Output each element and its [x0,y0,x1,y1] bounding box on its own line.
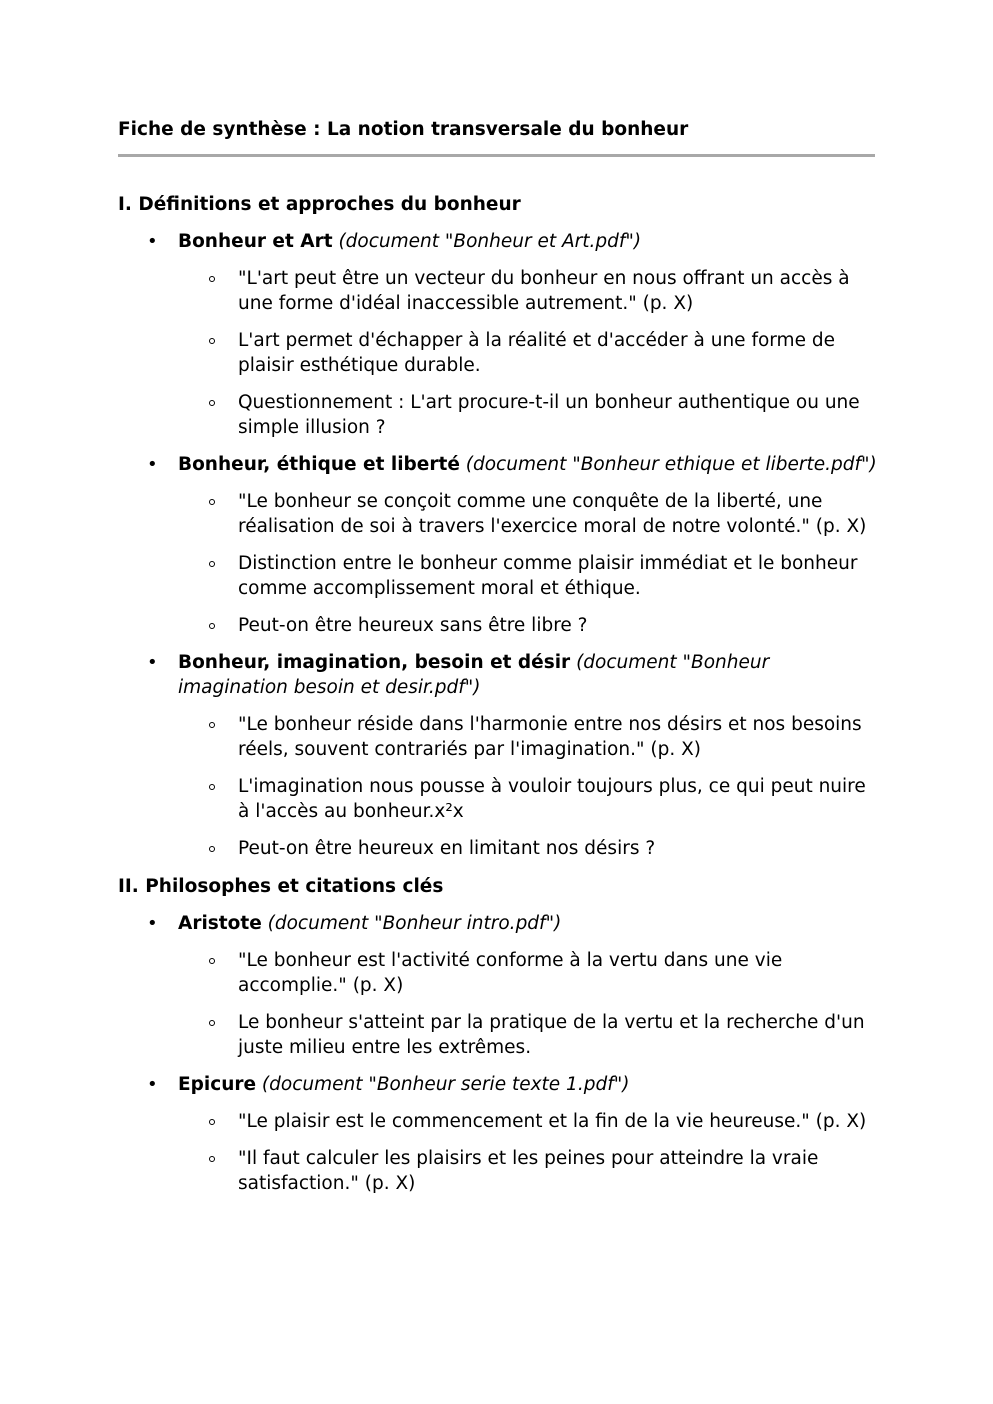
topic-name: Epicure [178,1074,257,1095]
point-item [178,489,878,539]
circle-bullet-icon [209,1156,215,1162]
circle-bullet-icon [209,499,215,505]
circle-bullet-icon [209,276,215,282]
topic-source: (document "Bonheur serie texte 1.pdf") [261,1074,630,1095]
bullet-icon: • [147,454,158,475]
point-text: "Le bonheur se conçoit comme une conquête de la liberté, une réalisation de soi à travers l'exercice moral de notre volonté." (p. X) [238,491,867,537]
topic-item [118,650,878,861]
point-text: "Le plaisir est le commencement et la fin de la vie heureuse." (p. X) [238,1111,867,1132]
point-item [178,948,878,998]
topic-item [118,1072,878,1196]
circle-bullet-icon [209,722,215,728]
topic-source: (document "Bonheur et Art.pdf") [338,231,642,252]
point-item [178,1010,878,1060]
point-text: Le bonheur s'atteint par la pratique de la vertu et la recherche d'un juste milieu entre les extrêmes. [238,1012,865,1058]
section-heading: II. Philosophes et citations clés [118,876,444,897]
point-text: Questionnement : L'art procure-t-il un bonheur authentique ou une simple illusion ? [238,392,860,438]
point-list [178,948,878,1060]
point-text: "Le bonheur est l'activité conforme à la vertu dans une vie accomplie." (p. X) [238,950,783,996]
bullet-icon: • [147,652,158,673]
point-item [178,712,878,762]
point-item [178,328,878,378]
topic-heading [178,1072,878,1097]
document-title: Fiche de synthèse : La notion transversale du bonheur [118,119,689,140]
topic-list [118,911,878,1196]
point-text: Peut-on être heureux en limitant nos désirs ? [238,838,656,859]
circle-bullet-icon [209,623,215,629]
topic-name: Aristote [178,913,262,934]
circle-bullet-icon [209,1119,215,1125]
circle-bullet-icon [209,561,215,567]
point-item [178,836,878,861]
topic-item [118,229,878,440]
point-list [178,266,878,440]
topic-source: (document "Bonheur ethique et liberte.pdf") [465,454,877,475]
bullet-icon: • [147,1074,158,1095]
topic-list [118,229,878,861]
point-item [178,551,878,601]
point-text: "Le bonheur réside dans l'harmonie entre nos désirs et nos besoins réels, souvent contrariés par l'imagination." (p. X) [238,714,862,760]
point-text: Distinction entre le bonheur comme plaisir immédiat et le bonheur comme accomplissement moral et éthique. [238,553,858,599]
topic-heading [178,229,878,254]
circle-bullet-icon [209,400,215,406]
point-text: L'art permet d'échapper à la réalité et d'accéder à une forme de plaisir esthétique durable. [238,330,835,376]
point-list [178,489,878,638]
topic-source: (document "Bonheur imagination besoin et desir.pdf") [178,652,770,698]
topic-heading [178,452,878,477]
point-list [178,1109,878,1196]
topic-heading [178,650,878,700]
section-heading: I. Définitions et approches du bonheur [118,194,521,215]
point-list [178,712,878,861]
topic-item [118,452,878,638]
document-body [118,192,878,1196]
point-text: L'imagination nous pousse à vouloir toujours plus, ce qui peut nuire à l'accès au bonheur.x²x [238,776,866,822]
topic-name: Bonheur et Art [178,231,333,252]
topic-name: Bonheur, imagination, besoin et désir [178,652,571,673]
circle-bullet-icon [209,846,215,852]
point-item [178,1146,878,1196]
point-item [178,266,878,316]
topic-item [118,911,878,1060]
point-text: "L'art peut être un vecteur du bonheur en nous offrant un accès à une forme d'idéal inaccessible autrement." (p. X) [238,268,850,314]
point-item [178,613,878,638]
circle-bullet-icon [209,1020,215,1026]
topic-name: Bonheur, éthique et liberté [178,454,460,475]
point-item [178,390,878,440]
point-item [178,774,878,824]
point-text: Peut-on être heureux sans être libre ? [238,615,588,636]
topic-source: (document "Bonheur intro.pdf") [267,913,562,934]
circle-bullet-icon [209,784,215,790]
point-item [178,1109,878,1134]
circle-bullet-icon [209,338,215,344]
point-text: "Il faut calculer les plaisirs et les peines pour atteindre la vraie satisfaction." (p. X) [238,1148,819,1194]
title-divider [118,154,875,157]
bullet-icon: • [147,913,158,934]
topic-heading [178,911,878,936]
circle-bullet-icon [209,958,215,964]
bullet-icon: • [147,231,158,252]
